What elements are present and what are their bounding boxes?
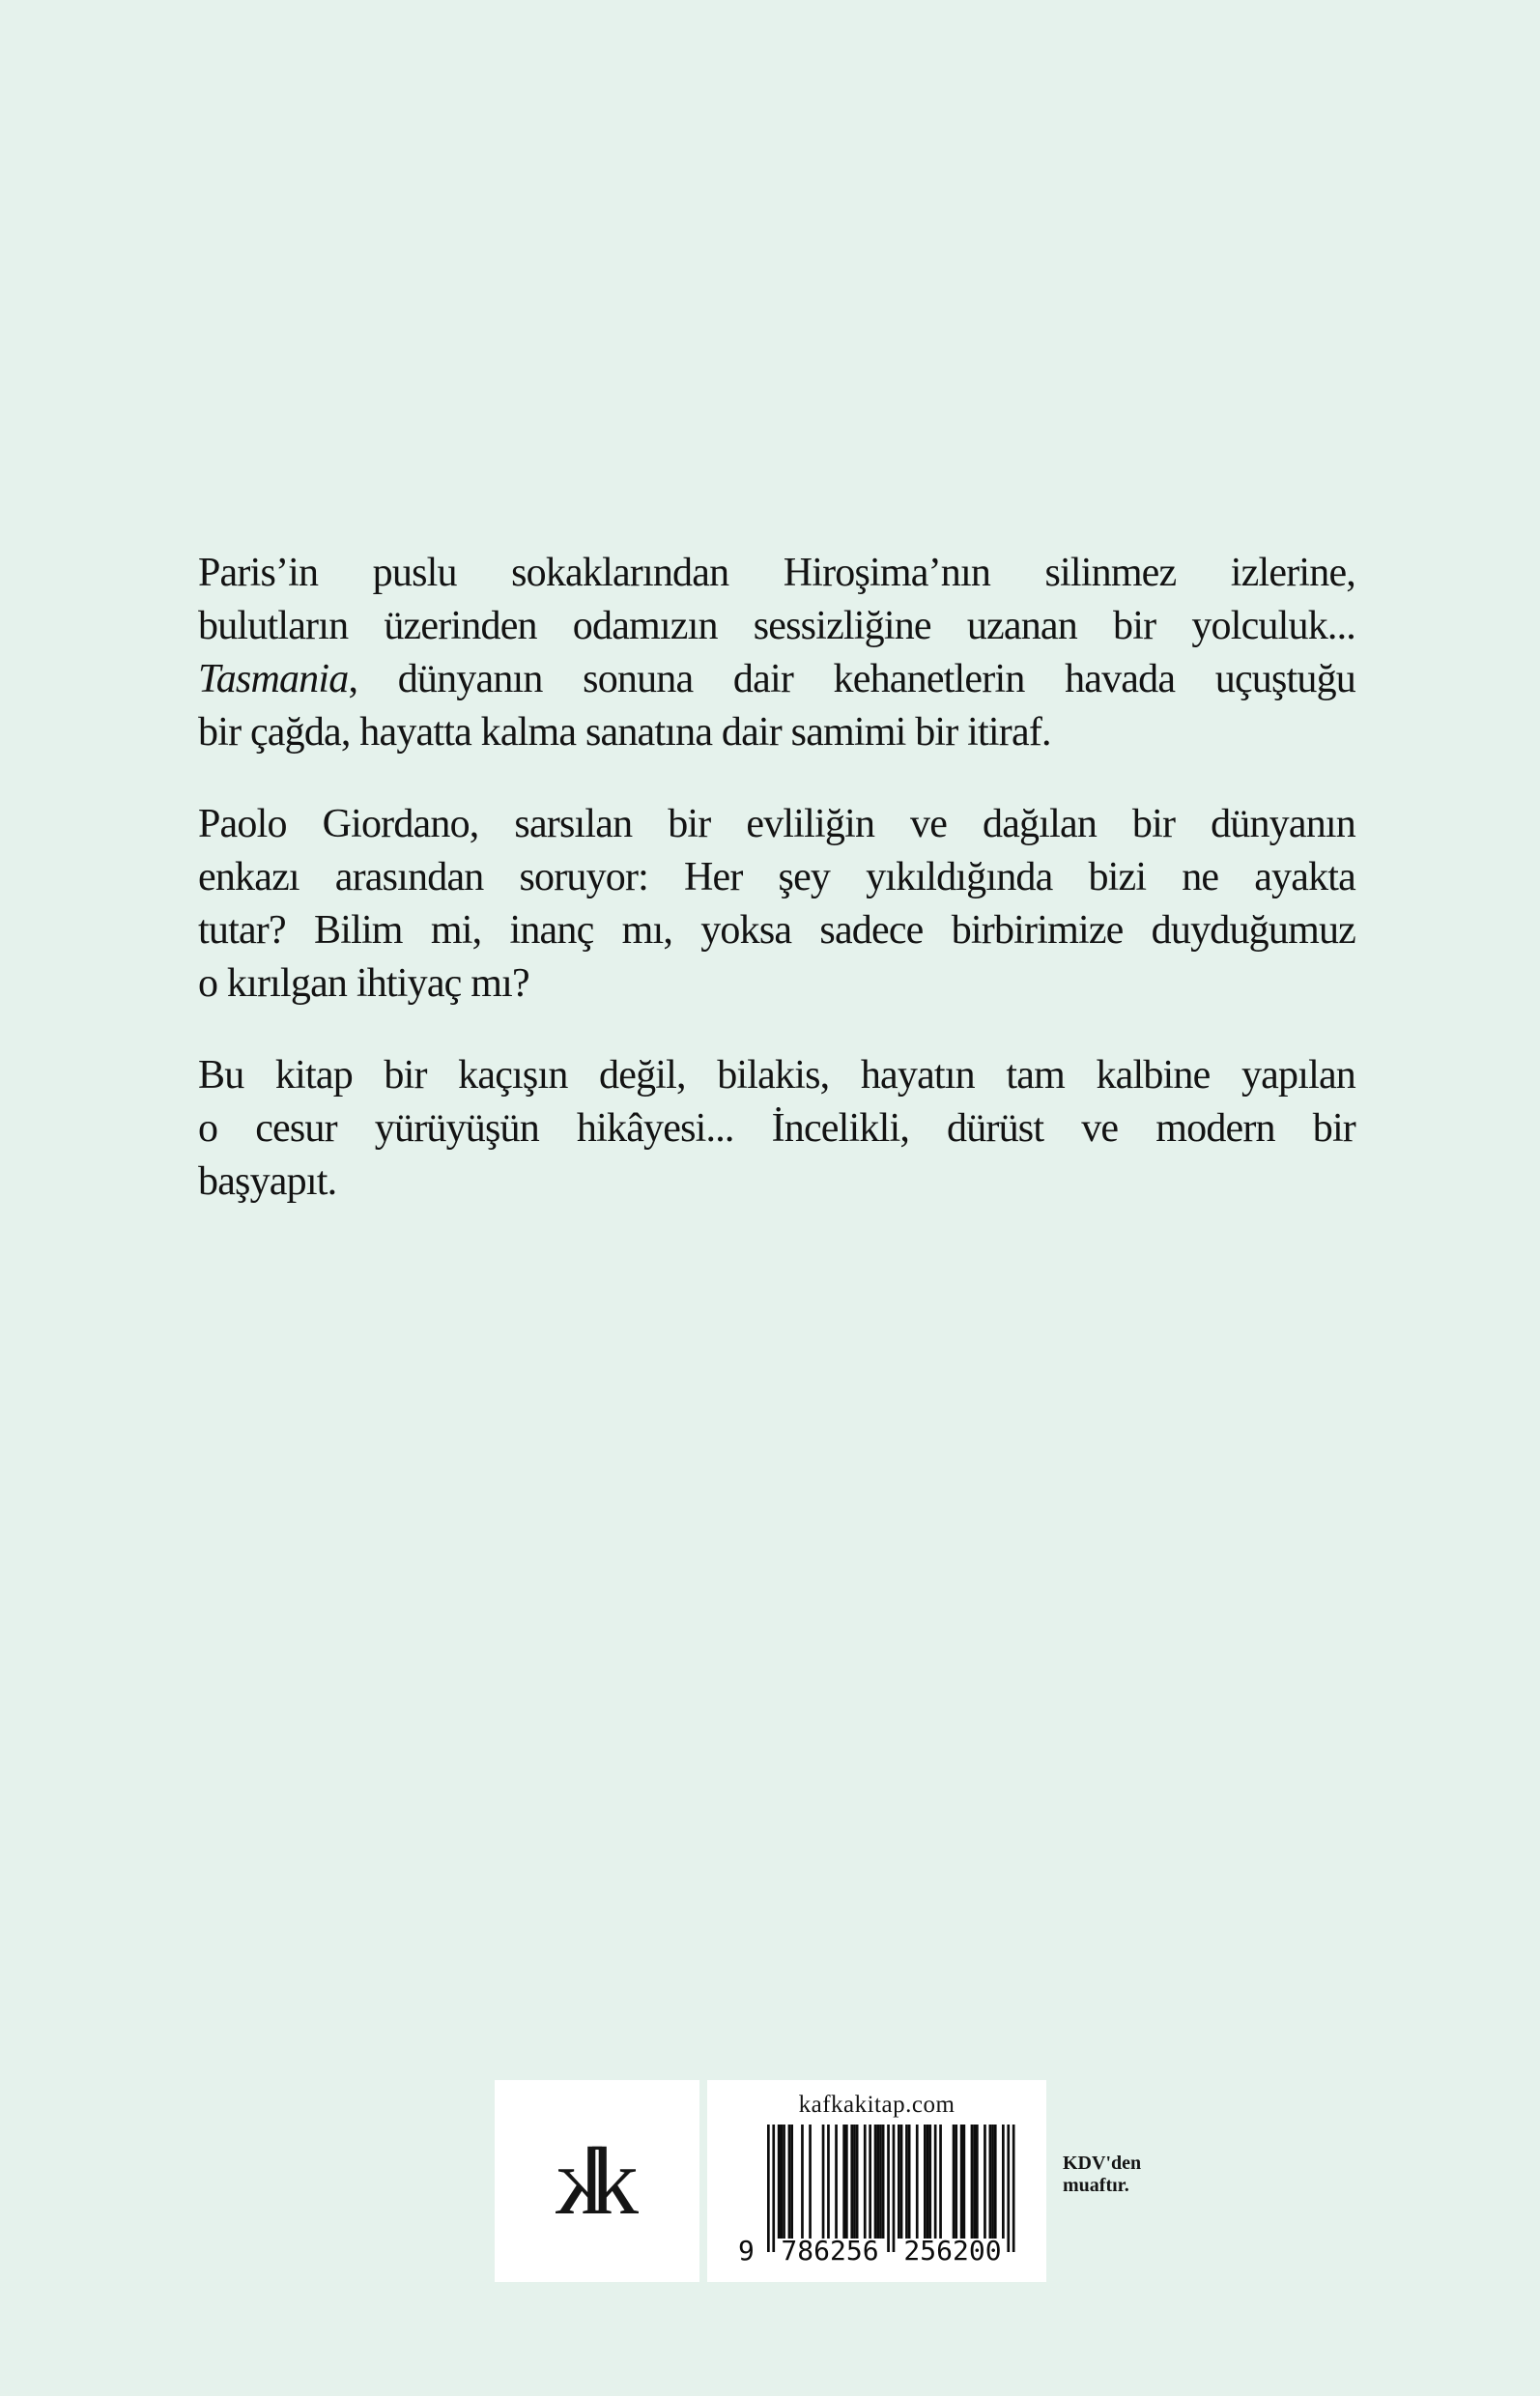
blurb-paragraph (198, 547, 1355, 759)
publisher-logo-box (495, 2080, 699, 2282)
isbn-group1: 786256 (781, 2235, 879, 2267)
kafka-kitap-logo-icon (556, 2126, 639, 2235)
tax-note-line1: KDV'den (1063, 2153, 1142, 2174)
publisher-website: kafkakitap.com (798, 2092, 955, 2118)
blurb-line: o cesur yürüyüşün hikâyesi... İncelikli, dürüst ve modern bir (198, 1106, 1355, 1151)
barcode-box (707, 2080, 1046, 2282)
isbn-group2: 256200 (903, 2235, 1002, 2267)
blurb (198, 547, 1355, 1247)
blurb-paragraph (198, 798, 1355, 1011)
blurb-line: tutar? Bilim mi, inanç mı, yoksa sadece birbirimize duyduğumuz (198, 908, 1355, 953)
blurb-line: Paolo Giordano, sarsılan bir evliliğin ve dağılan bir dünyanın (198, 802, 1355, 846)
mirrored-k-glyph: k (556, 2126, 604, 2235)
blurb-line: Paris’in puslu sokaklarından Hiroşima’nın silinmez izlerine, (198, 551, 1355, 595)
blurb-paragraph (198, 1049, 1355, 1209)
blurb-line: başyapıt. (198, 1159, 337, 1204)
tax-note-line2: muaftır. (1063, 2175, 1129, 2196)
tax-exempt-note (1063, 2153, 1141, 2197)
blurb-line: bulutların üzerinden odamızın sessizliğine uzanan bir yolculuk... (198, 604, 1355, 648)
blurb-line: Bu kitap bir kaçışın değil, bilakis, hayatın tam kalbine yapılan (198, 1053, 1355, 1098)
ean13-barcode (738, 2125, 1015, 2271)
blurb-line: enkazı arasından soruyor: Her şey yıkıldığında bizi ne ayakta (198, 855, 1355, 899)
blurb-line: bir çağda, hayatta kalma sanatına dair samimi bir itiraf. (198, 710, 1051, 755)
blurb-line: Tasmania, dünyanın sonuna dair kehanetlerin havada uçuştuğu (198, 657, 1355, 701)
isbn-prefix-digit: 9 (738, 2235, 755, 2267)
k-glyph: k (590, 2126, 639, 2235)
blurb-line: o kırılgan ihtiyaç mı? (198, 961, 529, 1006)
